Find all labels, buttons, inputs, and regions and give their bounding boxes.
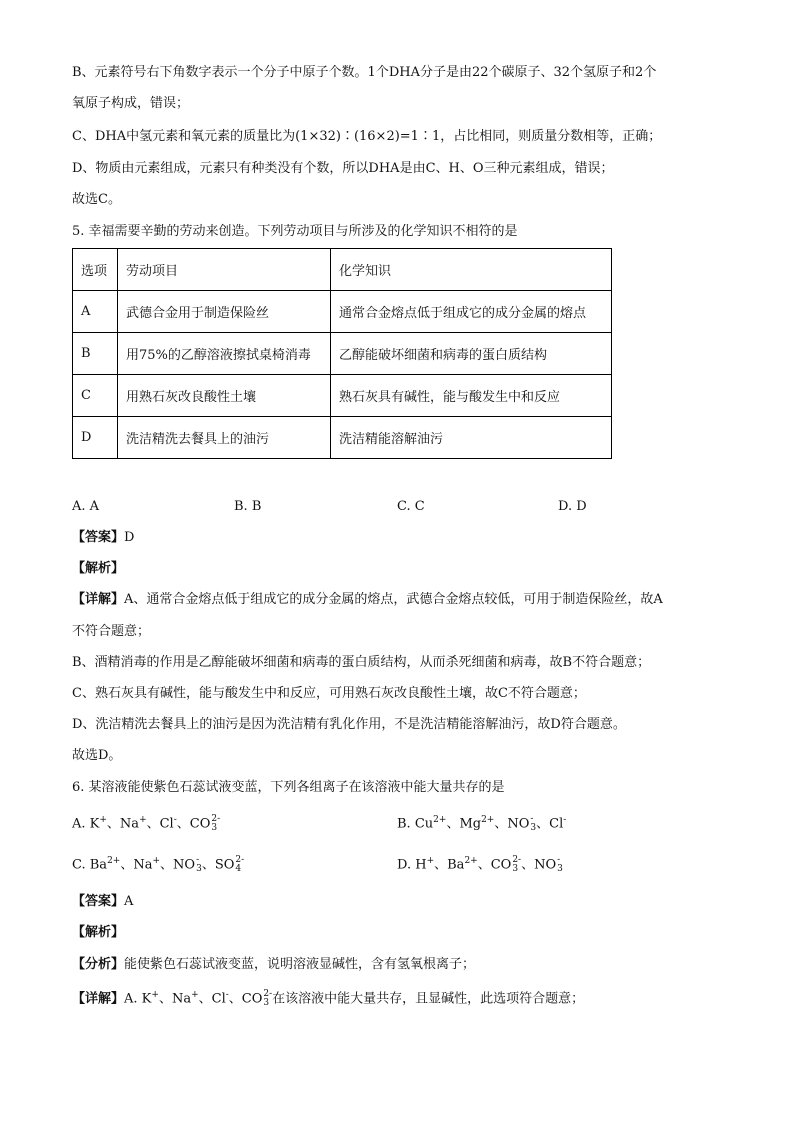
q6-option-d: D. H+、$Ba^{2+}$、CO 2- 3 、NO - 3 xyxy=(397,855,563,874)
answer-line xyxy=(72,529,134,547)
table-header-row xyxy=(73,249,612,291)
answer-tag: 【答案】 xyxy=(72,530,125,545)
table-cell: 用熟石灰改良酸性土壤 xyxy=(118,375,331,417)
q6-option-a: A. K+、Na+、Cl-、CO 2- 3 xyxy=(72,814,221,833)
table-cell: C xyxy=(73,375,118,417)
question-5-table xyxy=(72,248,612,459)
table-row xyxy=(73,417,612,459)
table-cell: 乙醇能破坏细菌和病毒的蛋白质结构 xyxy=(331,333,612,375)
table-cell: 洗洁精洗去餐具上的油污 xyxy=(118,417,331,459)
question-5-stem: 5. 幸福需要辛勤的劳动来创造。下列劳动项目与所涉及的化学知识不相符的是 xyxy=(72,224,518,239)
detail-line xyxy=(72,591,663,609)
detail-line: C、熟石灰具有碱性，能与酸发生中和反应，可用熟石灰改良酸性土壤，故C不符合题意； xyxy=(72,686,586,701)
option-c: C. C xyxy=(397,499,425,514)
table-cell: B xyxy=(73,333,118,375)
option-label: D. xyxy=(397,857,416,873)
option-label: A. xyxy=(72,816,90,832)
table-row xyxy=(73,375,612,417)
answer-tag: 【答案】 xyxy=(72,894,125,909)
fenxi-tag: 【分析】 xyxy=(72,957,125,972)
table-cell: 用75%的乙醇溶液擦拭桌椅消毒 xyxy=(118,333,331,375)
table-cell: 武德合金用于制造保险丝 xyxy=(118,291,331,333)
detail-tag: 【详解】 xyxy=(72,592,125,607)
detail-line: 故选D。 xyxy=(72,748,122,763)
table-header-cell: 选项 xyxy=(73,249,118,291)
option-label: B. xyxy=(397,816,415,832)
option-b: B. B xyxy=(234,499,262,514)
table-cell: D xyxy=(73,417,118,459)
detail-line: 【详解】A. K+、Na+、Cl-、CO 2- 3 在该溶液中能大量共存，且显碱性，此选项符合题意； xyxy=(72,989,585,1008)
table-cell: 熟石灰具有碱性，能与酸发生中和反应 xyxy=(331,375,612,417)
table-cell: 洗洁精能溶解油污 xyxy=(331,417,612,459)
analysis-tag: 【解析】 xyxy=(72,925,125,940)
q6-option-b: B. $Cu^{2+}$、$Mg^{2+}$、NO - 3 、Cl- xyxy=(397,814,567,833)
q6-option-c: C. $Ba^{2+}$、Na+、NO - 3 、SO 2- 4 xyxy=(72,855,245,874)
detail-text: A、通常合金熔点低于组成它的成分金属的熔点，武德合金熔点较低，可用于制造保险丝，故A xyxy=(124,592,663,607)
answer-line xyxy=(72,893,133,911)
fenxi-text: 能使紫色石蕊试液变蓝，说明溶液显碱性，含有氢氧根离子； xyxy=(124,957,476,972)
option-label: C. xyxy=(72,857,90,873)
text-line: B、元素符号右下角数字表示一个分子中原子个数。1个DHA分子是由22个碳原子、32个氢原子和2个 xyxy=(72,65,657,80)
text-line: C、DHA中氢元素和氧元素的质量比为(1×32)∶(16×2)=1∶1，占比相同，则质量分数相等，正确； xyxy=(72,129,662,144)
table-cell: 通常合金熔点低于组成它的成分金属的熔点 xyxy=(331,291,612,333)
answer-value: A xyxy=(124,894,134,909)
detail-line: 不符合题意； xyxy=(72,624,151,639)
question-6-stem: 6. 某溶液能使紫色石蕊试液变蓝，下列各组离子在该溶液中能大量共存的是 xyxy=(72,780,505,795)
text-line: 故选C。 xyxy=(72,192,121,207)
detail-line: B、酒精消毒的作用是乙醇能破坏细菌和病毒的蛋白质结构，从而杀死细菌和病毒，故B不符合题意； xyxy=(72,655,651,670)
option-d: D. D xyxy=(558,499,587,514)
detail-text: 在该溶液中能大量共存，且显碱性，此选项符合题意； xyxy=(272,991,585,1007)
table-header-cell: 劳动项目 xyxy=(118,249,331,291)
text-line: D、物质由元素组成，元素只有种类没有个数，所以DHA是由C、H、O三种元素组成，错误； xyxy=(72,161,614,176)
analysis-tag: 【解析】 xyxy=(72,561,125,576)
text-line: 氧原子构成，错误； xyxy=(72,96,190,111)
detail-prefix: A. xyxy=(124,991,142,1007)
table-header-cell: 化学知识 xyxy=(331,249,612,291)
table-cell: A xyxy=(73,291,118,333)
table-row xyxy=(73,333,612,375)
fenxi-line xyxy=(72,956,475,974)
table-row xyxy=(73,291,612,333)
detail-line: D、洗洁精洗去餐具上的油污是因为洗洁精有乳化作用，不是洗洁精能溶解油污，故D符合题意。 xyxy=(72,717,626,732)
detail-tag: 【详解】 xyxy=(72,991,125,1007)
option-a: A. A xyxy=(72,499,100,514)
answer-value: D xyxy=(124,530,135,545)
